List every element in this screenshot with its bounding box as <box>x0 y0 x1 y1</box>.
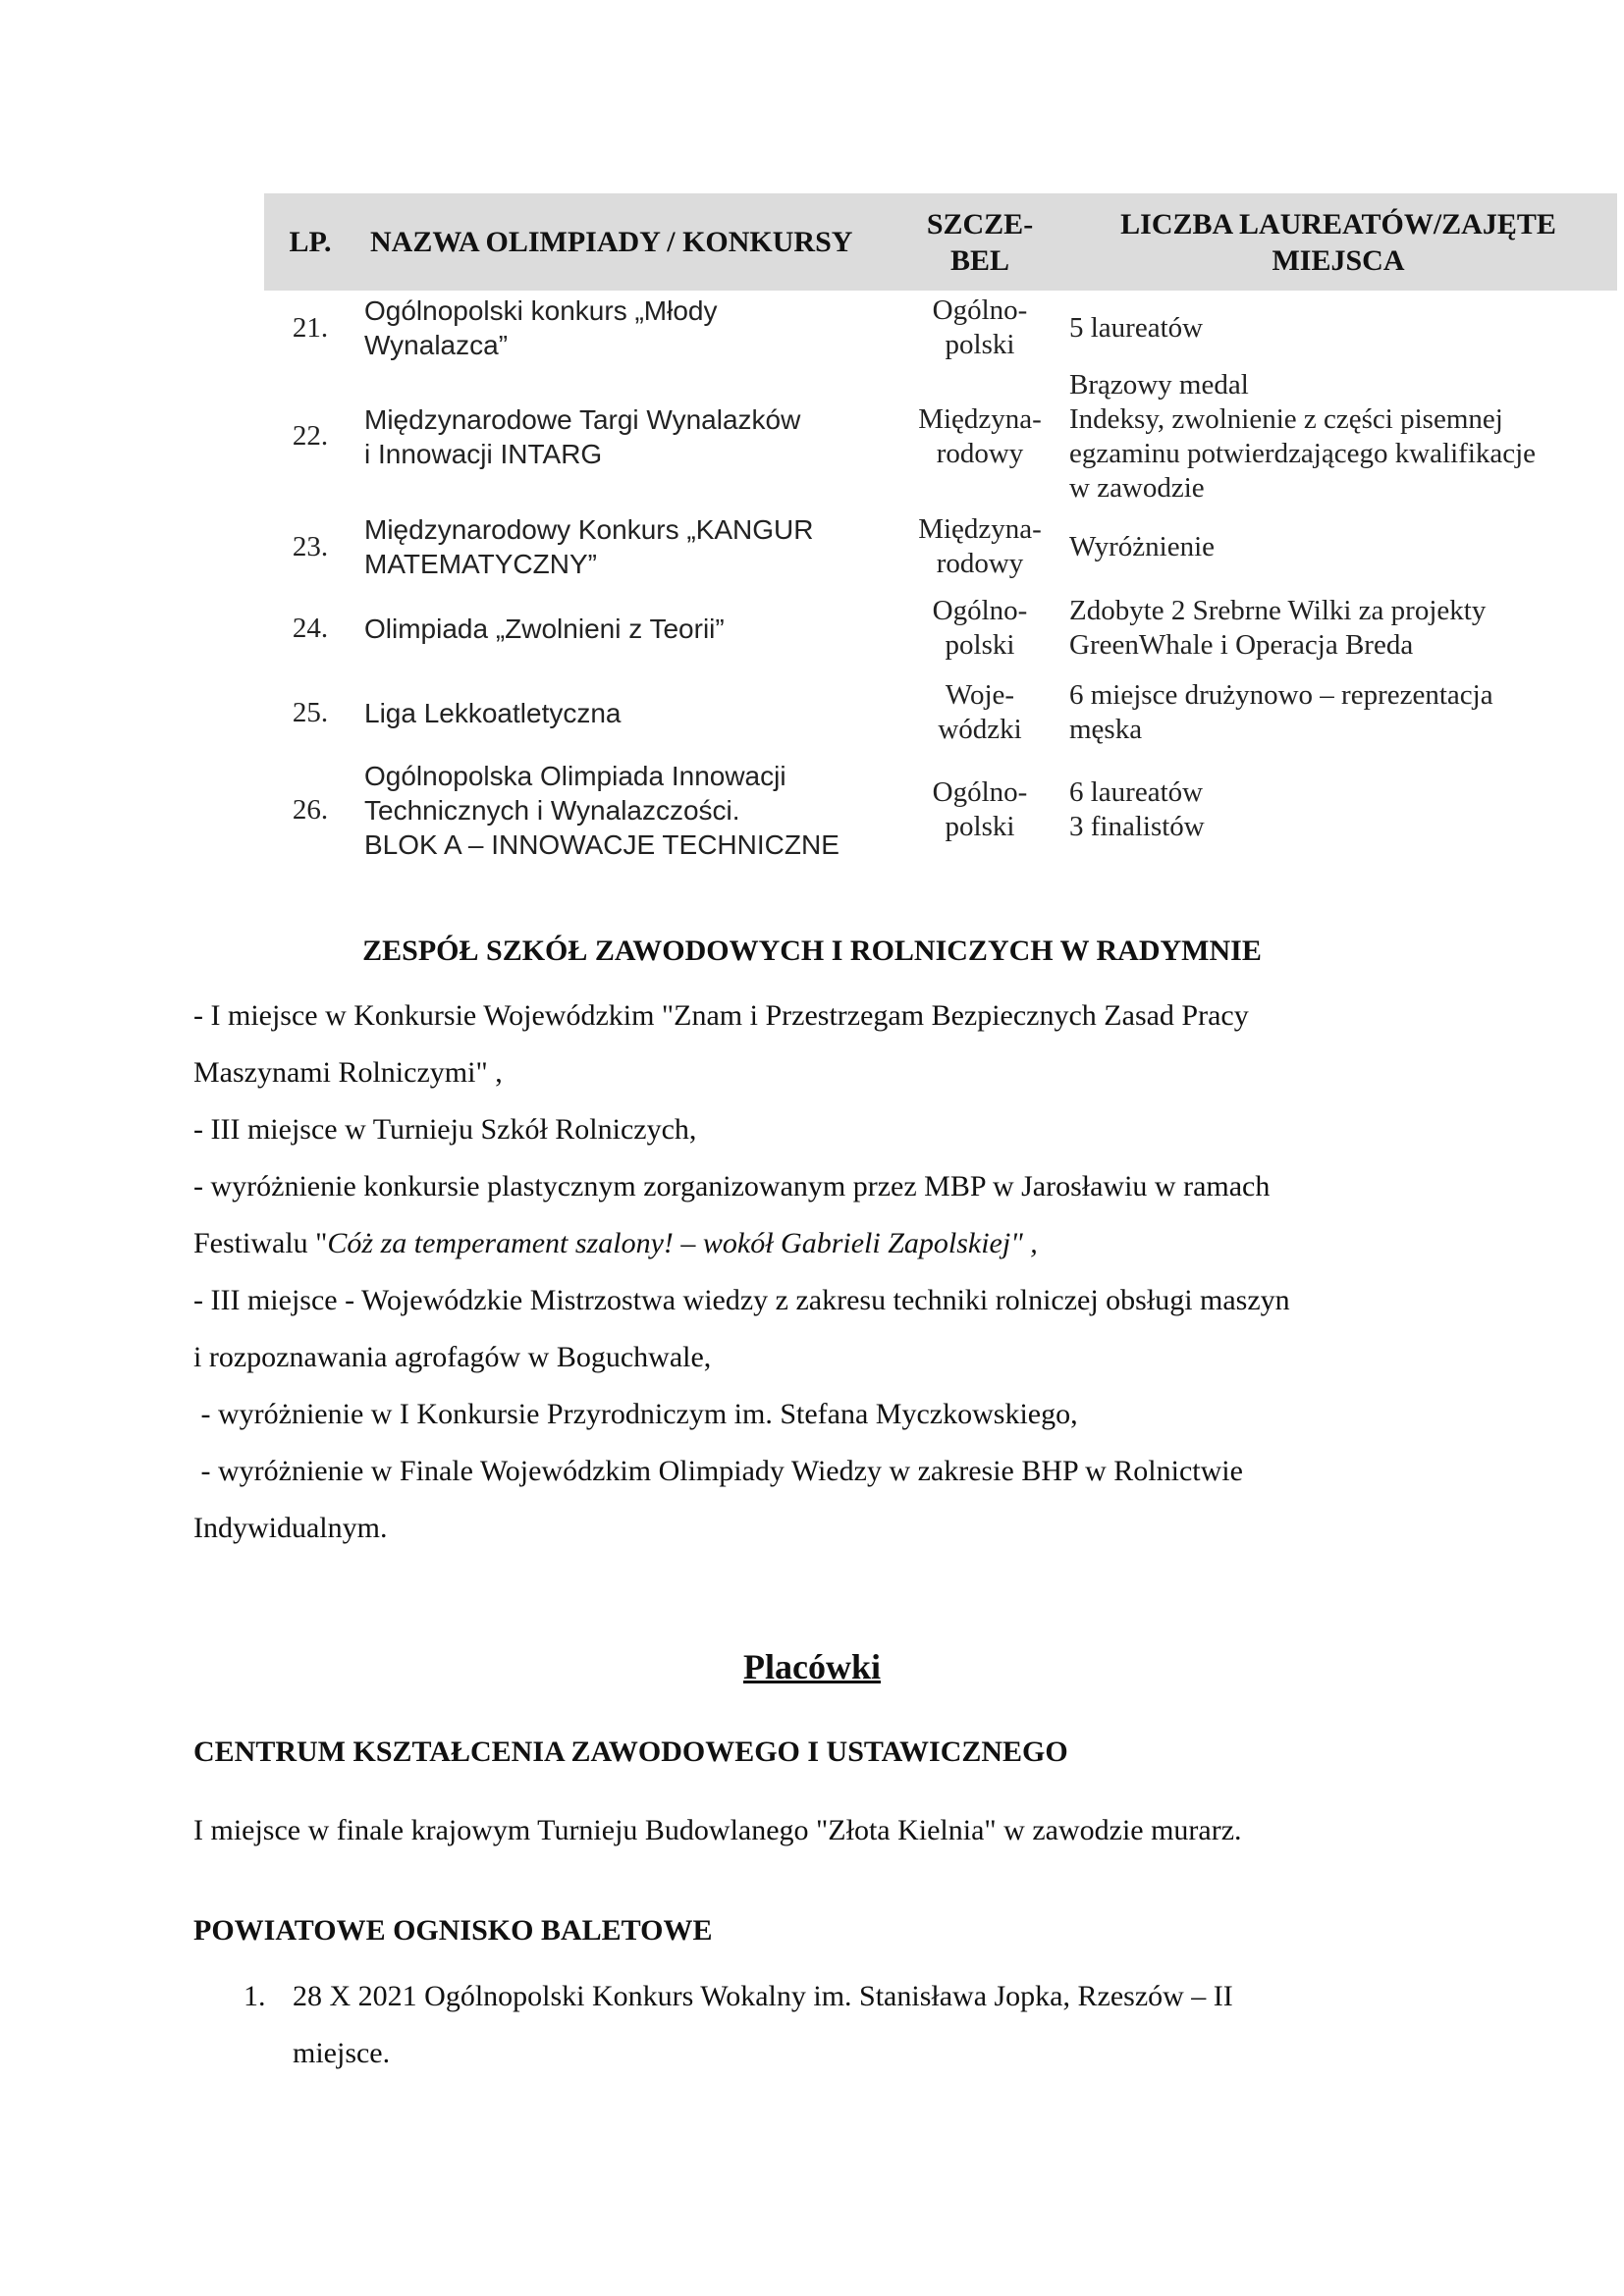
zszr-line-6: - III miejsce - Wojewódzkie Mistrzostwa wiedzy z zakresu techniki rolniczej obsługi maszyn <box>193 1284 1290 1316</box>
header-name: NAZWA OLIMPIADY / KONKURSY <box>370 226 853 258</box>
row-name: Liga Lekkoatletyczna <box>364 697 622 728</box>
row-lp: 24. <box>292 612 329 644</box>
zszr-line-4: - wyróżnienie konkursie plastycznym zorganizowanym przez MBP w Jarosławiu w ramach <box>193 1170 1271 1202</box>
row-results: 5 laureatów <box>1069 311 1204 344</box>
balet-heading: POWIATOWE OGNISKO BALETOWE <box>193 1914 713 1947</box>
zszr-line-7: i rozpoznawania agrofagów w Boguchwale, <box>193 1341 712 1373</box>
row-name: Międzynarodowe Targi Wynalazków i Innowacji INTARG <box>364 403 801 469</box>
placowki-title: Placówki <box>743 1647 881 1686</box>
table-row <box>264 291 1617 365</box>
row-name: Międzynarodowy Konkurs „KANGUR MATEMATYCZNY” <box>364 514 814 579</box>
zszr-line-5-italic: Cóż za temperament szalony! – wokół Gabrieli Zapolskiej" , <box>327 1227 1038 1259</box>
zszr-line-10: Indywidualnym. <box>193 1512 388 1544</box>
zszr-line-2: Maszynami Rolniczymi" , <box>193 1056 503 1089</box>
balet-item-line-2: miejsce. <box>293 2037 391 2069</box>
row-name: Ogólnopolski konkurs „Młody Wynalazca” <box>364 295 718 360</box>
header-lp: LP. <box>289 226 332 258</box>
zszr-line-8: - wyróżnienie w I Konkursie Przyrodniczym im. Stefana Myczkowskiego, <box>193 1398 1078 1430</box>
row-level: Ogólno- polski <box>932 776 1028 842</box>
table-row <box>264 507 1617 586</box>
row-name: Ogólnopolska Olimpiada Innowacji Technicznych i Wynalazczości. BLOK A – INNOWACJE TECHNICZNE <box>364 760 839 860</box>
row-level: Woje- wódzki <box>938 679 1022 745</box>
competitions-table <box>264 193 1617 865</box>
header-results: LICZBA LAUREATÓW/ZAJĘTE MIEJSCA <box>1120 207 1556 277</box>
ckziu-heading: CENTRUM KSZTAŁCENIA ZAWODOWEGO I USTAWICZNEGO <box>193 1735 1068 1768</box>
table-header-row <box>264 193 1617 291</box>
balet-item-line-1: 28 X 2021 Ogólnopolski Konkurs Wokalny im. Stanisława Jopka, Rzeszów – II <box>293 1980 1233 2012</box>
zszr-line-5 <box>193 1227 1038 1260</box>
row-results: Brązowy medal Indeksy, zwolnienie z części pisemnej egzaminu potwierdzającego kwalifikacje w zawodzie <box>1069 368 1537 504</box>
row-level: Ogólno- polski <box>932 294 1028 360</box>
header-level: SZCZE- BEL <box>926 207 1034 277</box>
row-level: Ogólno- polski <box>932 595 1028 661</box>
zszr-line-1: - I miejsce w Konkursie Wojewódzkim "Znam i Przestrzegam Bezpiecznych Zasad Pracy <box>193 999 1249 1032</box>
table-row <box>264 365 1617 507</box>
row-results: Wyróżnienie <box>1069 530 1216 562</box>
row-level: Międzyna- rodowy <box>918 513 1042 579</box>
table-row <box>264 586 1617 670</box>
row-lp: 23. <box>292 530 329 562</box>
row-level: Międzyna- rodowy <box>918 402 1042 469</box>
row-lp: 21. <box>292 311 329 344</box>
table-row <box>264 755 1617 865</box>
table-row <box>264 670 1617 755</box>
row-results: Zdobyte 2 Srebrne Wilki za projekty GreenWhale i Operacja Breda <box>1069 595 1487 661</box>
zszr-heading: ZESPÓŁ SZKÓŁ ZAWODOWYCH I ROLNICZYCH W RADYMNIE <box>362 934 1262 967</box>
row-lp: 26. <box>292 793 329 826</box>
zszr-line-3: - III miejsce w Turnieju Szkół Rolniczych, <box>193 1113 697 1146</box>
balet-item-number: 1. <box>244 1980 266 2012</box>
row-name: Olimpiada „Zwolnieni z Teorii” <box>364 613 725 644</box>
zszr-line-9: - wyróżnienie w Finale Wojewódzkim Olimpiady Wiedzy w zakresie BHP w Rolnictwie <box>193 1455 1243 1487</box>
row-results: 6 laureatów 3 finalistów <box>1069 776 1205 842</box>
row-lp: 25. <box>292 696 329 728</box>
row-lp: 22. <box>292 420 329 452</box>
row-results: 6 miejsce drużynowo – reprezentacja męska <box>1069 679 1493 745</box>
zszr-line-5-start: Festiwalu " <box>193 1227 328 1259</box>
ckziu-text: I miejsce w finale krajowym Turnieju Budowlanego "Złota Kielnia" w zawodzie murarz. <box>193 1814 1242 1846</box>
